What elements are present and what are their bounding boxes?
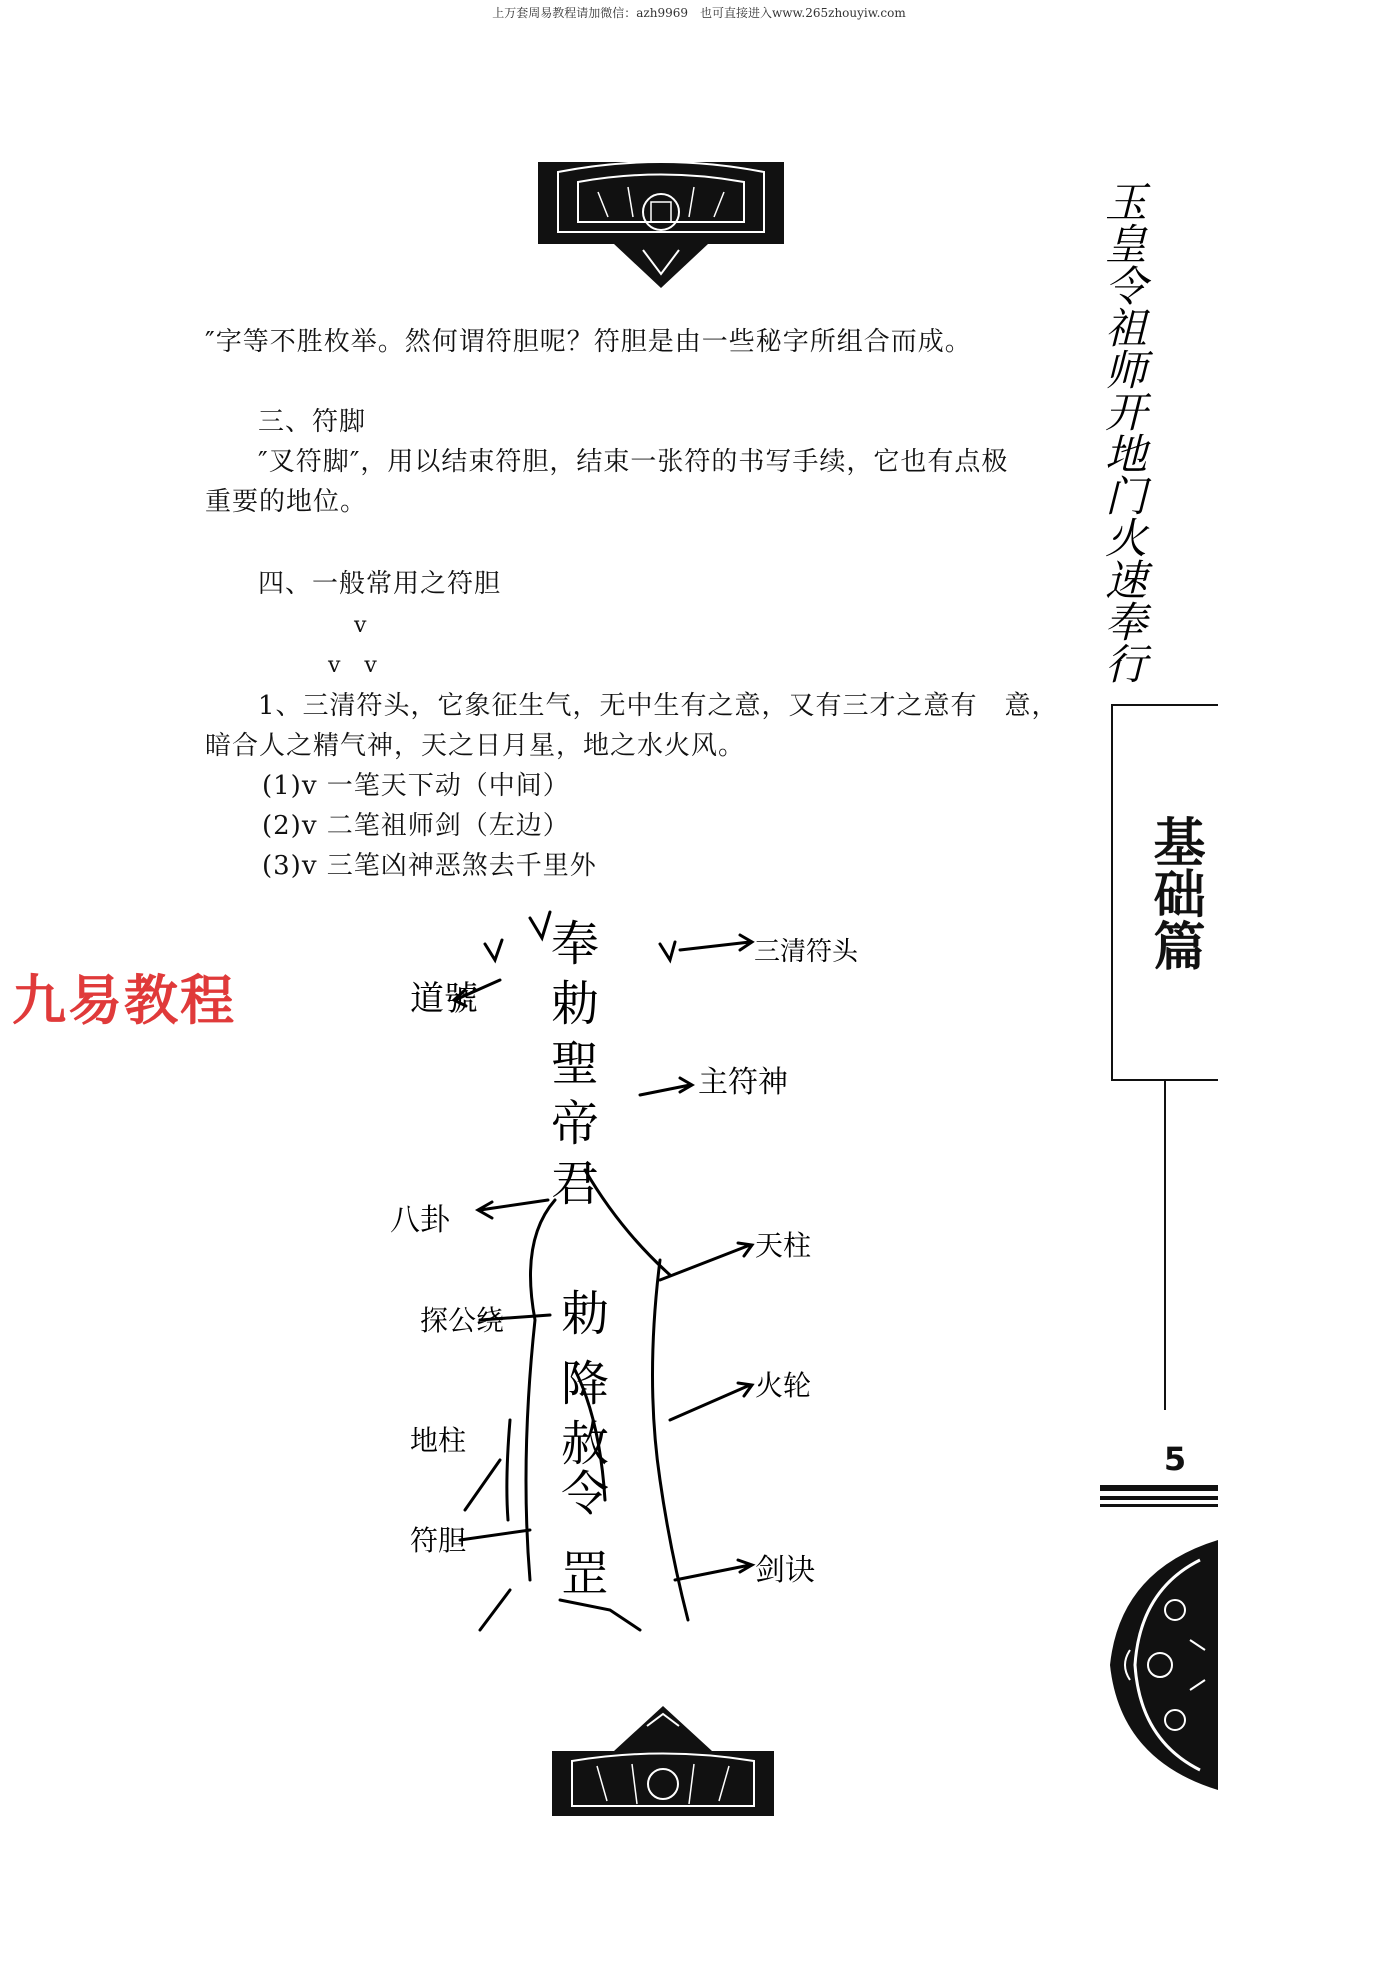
paragraph-line: 1、三清符头，它象征生气，无中生有之意，又有三才之意有 意， — [258, 691, 1059, 721]
label-daohao: 道號 — [410, 979, 478, 1019]
label-jianjue: 剑诀 — [755, 1553, 815, 1588]
section-title-text: 基础篇 — [1144, 815, 1204, 971]
label-sanqing: 三清符头 — [754, 937, 859, 967]
page-number: 5 — [1163, 1440, 1187, 1478]
label-huolun: 火轮 — [755, 1369, 812, 1402]
side-ornament — [1100, 1540, 1225, 1790]
talisman-char: 奉 — [550, 916, 600, 972]
section-title: 三、符脚 — [258, 407, 367, 437]
talisman-char: 聖 — [550, 1036, 600, 1092]
talisman-char: 君 — [550, 1156, 600, 1212]
paragraph-line: ″叉符脚″，用以结束符胆，结束一张符的书写手续，它也有点极 — [258, 447, 1009, 477]
label-tianzhu: 天柱 — [755, 1229, 812, 1262]
list-item: (2)v 二笔祖师剑（左边） — [262, 811, 570, 841]
paragraph-line: 重要的地位。 — [205, 487, 368, 517]
label-fudan: 符胆 — [410, 1524, 467, 1557]
bottom-ornament — [552, 1706, 774, 1816]
sidebar-calligraphy: 玉皇令祖师开地门火速奉行 — [1099, 180, 1148, 684]
label-bagua: 八卦 — [390, 1203, 450, 1238]
top-ornament — [538, 162, 784, 288]
label-dizhu: 地柱 — [410, 1424, 467, 1457]
watermark-text: 九易教程 — [12, 969, 236, 1032]
header-note: 上万套周易教程请加微信：azh9969 也可直接进入www.265zhouyiw.com — [492, 6, 906, 20]
talisman-diagram — [370, 900, 890, 1680]
section-title: 四、一般常用之符胆 — [258, 569, 502, 599]
talisman-char: 令 — [560, 1466, 610, 1522]
label-tangong: 探公绕 — [420, 1304, 505, 1337]
talisman-char: 帝 — [550, 1096, 600, 1152]
paragraph-line: 暗合人之精气神，天之日月星，地之水火风。 — [205, 731, 746, 761]
talisman-char: 罡 — [560, 1546, 610, 1602]
list-item: (1)v 一笔天下动（中间） — [262, 771, 570, 801]
talisman-char: 降 — [560, 1356, 610, 1412]
section-title-vertical — [1128, 815, 1220, 971]
list-item: (3)v 三笔凶神恶煞去千里外 — [262, 851, 597, 881]
stroke-mark: v — [354, 613, 368, 638]
talisman-char: 勅 — [560, 1286, 610, 1342]
stroke-mark: v v — [328, 653, 378, 678]
label-zhufushen: 主符神 — [698, 1065, 788, 1100]
talisman-char: 勅 — [550, 976, 600, 1032]
talisman-char: 赦 — [560, 1416, 610, 1472]
paragraph-line: ″字等不胜枚举。然何谓符胆呢？符胆是由一些秘字所组合而成。 — [205, 327, 972, 357]
